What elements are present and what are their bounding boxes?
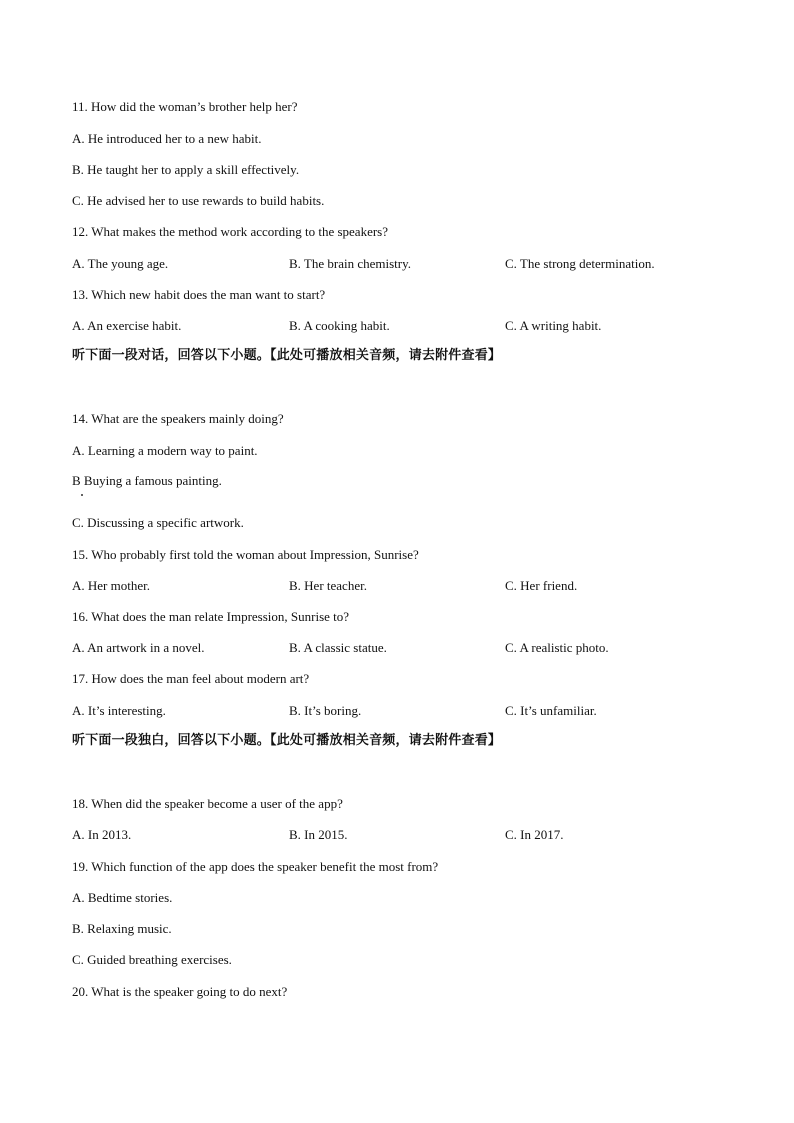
section-instruction: 听下面一段对话，回答以下小题。【此处可播放相关音频，请去附件查看】 <box>72 348 502 363</box>
q18-option-c: C. In 2017. <box>505 827 564 842</box>
q19-question: 19. Which function of the app does the speaker benefit the most from? <box>72 859 439 874</box>
q13-option-c: C. A writing habit. <box>505 318 602 333</box>
section-instruction: 听下面一段独白，回答以下小题。【此处可播放相关音频，请去附件查看】 <box>72 733 502 748</box>
q11-option-c: C. He advised her to use rewards to build habits. <box>72 193 325 208</box>
q12-option-a: A. The young age. <box>72 256 169 271</box>
q13-question: 13. Which new habit does the man want to start? <box>72 287 326 302</box>
q14-option-b: B Buying a famous painting. <box>72 473 222 488</box>
q20-question: 20. What is the speaker going to do next? <box>72 984 288 999</box>
q15-option-a: A. Her mother. <box>72 578 150 593</box>
q12-question: 12. What makes the method work according to the speakers? <box>72 224 388 239</box>
q15-option-b: B. Her teacher. <box>289 578 367 593</box>
q17-option-a: A. It’s interesting. <box>72 703 166 718</box>
q11-question: 11. How did the woman’s brother help her? <box>72 99 298 114</box>
q16-option-b: B. A classic statue. <box>289 640 387 655</box>
q19-option-b: B. Relaxing music. <box>72 921 172 936</box>
q17-option-c: C. It’s unfamiliar. <box>505 703 597 718</box>
q14-option-c: C. Discussing a specific artwork. <box>72 515 244 530</box>
q16-question: 16. What does the man relate Impression, Sunrise to? <box>72 609 350 624</box>
q16-option-c: C. A realistic photo. <box>505 640 609 655</box>
stray-dot <box>81 494 83 496</box>
q19-option-a: A. Bedtime stories. <box>72 890 173 905</box>
q16-option-a: A. An artwork in a novel. <box>72 640 205 655</box>
q13-option-a: A. An exercise habit. <box>72 318 182 333</box>
q18-option-b: B. In 2015. <box>289 827 348 842</box>
q15-question: 15. Who probably first told the woman about Impression, Sunrise? <box>72 547 419 562</box>
q13-option-b: B. A cooking habit. <box>289 318 390 333</box>
q17-question: 17. How does the man feel about modern art? <box>72 671 310 686</box>
q17-option-b: B. It’s boring. <box>289 703 362 718</box>
q18-question: 18. When did the speaker become a user of the app? <box>72 796 343 811</box>
q12-option-b: B. The brain chemistry. <box>289 256 412 271</box>
q14-option-a: A. Learning a modern way to paint. <box>72 443 258 458</box>
q19-option-c: C. Guided breathing exercises. <box>72 952 232 967</box>
q12-option-c: C. The strong determination. <box>505 256 655 271</box>
q18-option-a: A. In 2013. <box>72 827 132 842</box>
q11-option-a: A. He introduced her to a new habit. <box>72 131 262 146</box>
q15-option-c: C. Her friend. <box>505 578 578 593</box>
q11-option-b: B. He taught her to apply a skill effectively. <box>72 162 300 177</box>
q14-question: 14. What are the speakers mainly doing? <box>72 411 284 426</box>
